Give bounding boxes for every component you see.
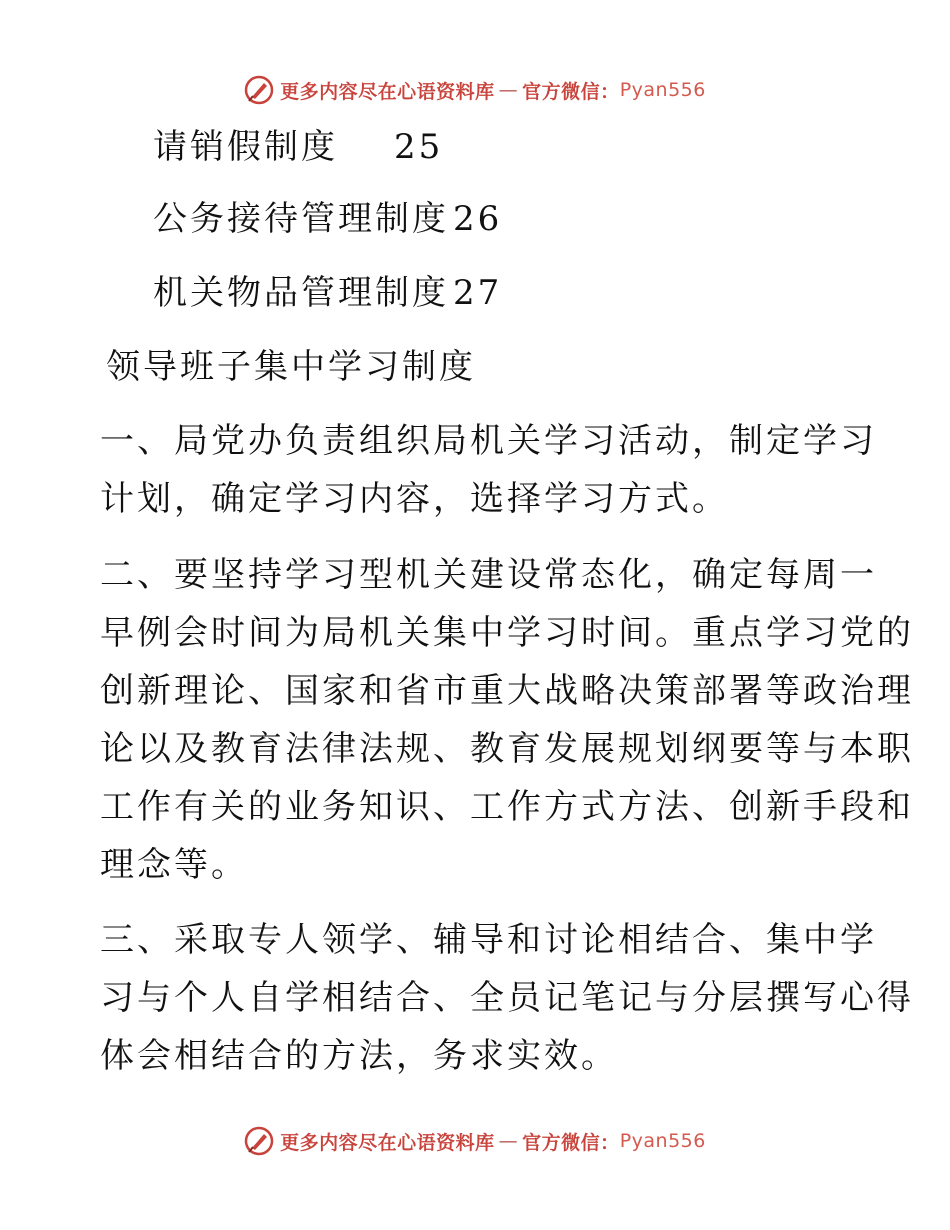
watermark-official: 官方微信：: [522, 80, 620, 103]
toc-item: [153, 199, 502, 239]
toc-item: [153, 273, 502, 313]
toc-item-title: 请销假制度: [153, 127, 338, 167]
paragraph-line: 早例会时间为局机关集中学习时间。重点学习党的: [100, 613, 914, 653]
toc-item-page: 27: [453, 273, 503, 313]
watermark-separator: —: [498, 1130, 519, 1152]
footer-watermark: [0, 1121, 950, 1161]
paragraph-line: 习与个人自学相结合、全员记笔记与分层撰写心得: [100, 978, 914, 1018]
watermark-text: 更多内容尽在心语资料库: [280, 1131, 495, 1154]
paragraph-line: 体会相结合的方法，务求实效。: [100, 1036, 618, 1076]
watermark-wechat-id: Pyan556: [619, 1130, 706, 1152]
paragraph-line: 论以及教育法律法规、教育发展规划纲要等与本职: [100, 729, 914, 769]
paragraph-line: 工作有关的业务知识、工作方式方法、创新手段和: [100, 787, 914, 827]
toc-item: [153, 127, 443, 167]
paragraph-line: 三、采取专人领学、辅导和讨论相结合、集中学: [100, 920, 877, 960]
watermark-official: 官方微信：: [522, 1131, 620, 1154]
paragraph-line: 计划，确定学习内容，选择学习方式。: [100, 479, 729, 519]
paragraph-line: 创新理论、国家和省市重大战略决策部署等政治理: [100, 671, 914, 711]
paragraph-line: 一、局党办负责组织局机关学习活动，制定学习: [100, 421, 877, 461]
paragraph-line: 理念等。: [100, 845, 248, 885]
toc-item-title: 公务接待管理制度: [153, 199, 449, 239]
quill-pen-logo-icon: [244, 1126, 274, 1156]
quill-pen-logo-icon: [244, 75, 274, 105]
watermark-separator: —: [498, 79, 519, 101]
toc-item-title: 机关物品管理制度: [153, 273, 449, 313]
toc-item-page: 26: [453, 199, 503, 239]
section-title: 领导班子集中学习制度: [106, 347, 476, 387]
toc-item-page: 25: [394, 127, 444, 167]
watermark-wechat-id: Pyan556: [619, 79, 706, 101]
watermark-text: 更多内容尽在心语资料库: [280, 80, 495, 103]
paragraph-line: 二、要坚持学习型机关建设常态化，确定每周一: [100, 555, 877, 595]
header-watermark: [0, 70, 950, 110]
